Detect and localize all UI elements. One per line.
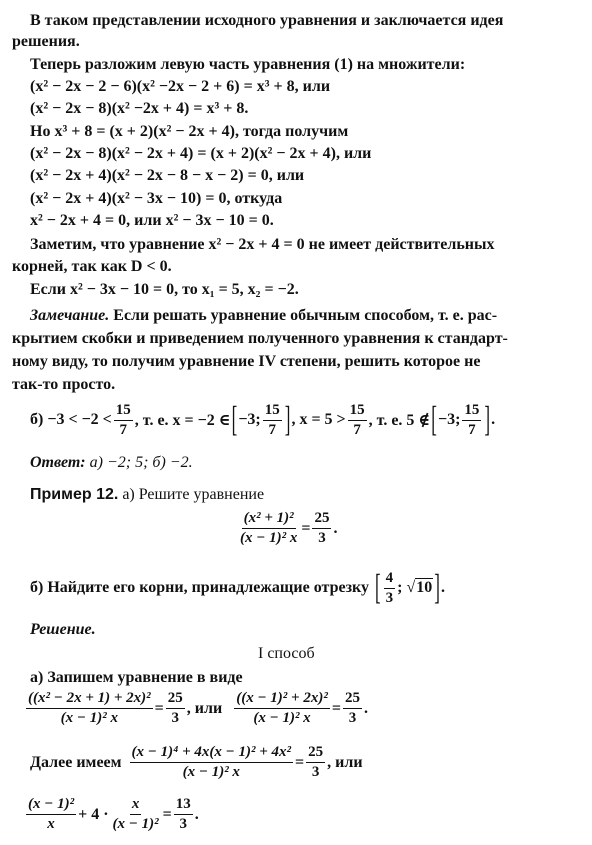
answer-label: Ответ: [30, 454, 86, 471]
equation-row-4: $\frac{\text{(x − 1)²}}{x}$ + 4 · $\frac{x}{\text{(x − 1)²}}$ = $\frac{13}{3}$ . [28, 796, 199, 832]
fraction-15-7: $\frac{15}{7}$ [115, 401, 131, 438]
inequality-line: б) −3 < −2 < $\frac{15}{7}$ , т. е. x = −2 ∈ [ −3; $\frac{15}{7}$ ] , x = 5 > $\frac{15}{7}$ , т. е. 5 ∉ [ −3; $\frac{15}{7}$ ] . [30, 399, 496, 439]
method-heading: I способ [258, 645, 315, 662]
solution-label: Решение. [30, 621, 96, 638]
equation-line-9: (x² − 2x + 4)(x² − 3x − 10) = 0, откуда [30, 190, 283, 207]
remark-line-4: так-то просто. [12, 376, 116, 393]
text-line-13: Если x² − 3x − 10 = 0, то x₁ = 5, x₂ = −2. [30, 281, 299, 298]
text-line-12: корней, так как D < 0. [12, 258, 172, 275]
remark-line-1: Замечание. Если решать уравнение обычным способом, т. е. рас- [30, 307, 498, 324]
equation-row-3: Далее имеем $\frac{\text{(x − 1)⁴ + 4x(x − 1)² + 4x²}}{\text{(x − 1)² x}}$ = $\frac{25}{3}$ , или [30, 744, 363, 780]
equation-line-6: Но x³ + 8 = (x + 2)(x² − 2x + 4), тогда получим [30, 123, 349, 140]
fraction-15-7: $\frac{15}{7}$ [349, 401, 365, 438]
example-heading: Пример 12. а) Решите уравнение [30, 486, 265, 503]
text-line-11: Заметим, что уравнение x² − 2x + 4 = 0 не имеет действительных [30, 236, 495, 253]
example-label: Пример 12. [30, 486, 119, 503]
text-line-3: Теперь разложим левую часть уравнения (1) на множители: [30, 56, 466, 73]
fraction-15-7: $\frac{15}{7}$ [464, 401, 480, 438]
remark-line-3: ному виду, то получим уравнение IV степени, решить которое не [12, 353, 481, 370]
equation-line-4: (x² − 2x − 2 − 6)(x² −2x − 2 + 6) = x³ + 8, или [30, 78, 331, 95]
remark-label: Замечание. [30, 307, 110, 324]
equation-line-7: (x² − 2x − 8)(x² − 2x + 4) = (x + 2)(x² − 2x + 4), или [30, 145, 372, 162]
fraction-15-7: $\frac{15}{7}$ [264, 401, 280, 438]
text-line-1: В таком представлении исходного уравнения и заключается идея [30, 12, 504, 29]
part-a-line: а) Запишем уравнение в виде [30, 669, 243, 686]
sqrt-10: √10 [406, 579, 433, 596]
part-b-line: б) Найдите его корни, принадлежащие отрезку [ $\frac{4}{3}$ ; √10 ] . [30, 567, 445, 607]
equation-line-5: (x² − 2x − 8)(x² −2x + 4) = x³ + 8. [30, 100, 249, 117]
equation-row-2: $\frac{\text{((x² − 2x + 1) + 2x)²}}{\text{(x − 1)² x}}$ = $\frac{25}{3}$ , или $\frac{\text{((x − 1)² + 2x)²}}{\text{(x − 1)² x}}$ = $\frac{25}{3}$ . [28, 690, 368, 726]
equation-line-10: x² − 2x + 4 = 0, или x² − 3x − 10 = 0. [30, 212, 274, 229]
text-line-2: решения. [12, 33, 80, 50]
answer-line: Ответ: а) −2; 5; б) −2. [30, 454, 193, 471]
equation-example-12: $\frac{\text{(x² + 1)²}}{\text{(x − 1)² x}}$ = $\frac{25}{3}$ . [240, 510, 338, 546]
remark-line-2: крытием скобки и приведением полученного уравнения к стандарт- [12, 330, 508, 347]
equation-line-8: (x² − 2x + 4)(x² − 2x − 8 − x − 2) = 0, или [30, 167, 305, 184]
